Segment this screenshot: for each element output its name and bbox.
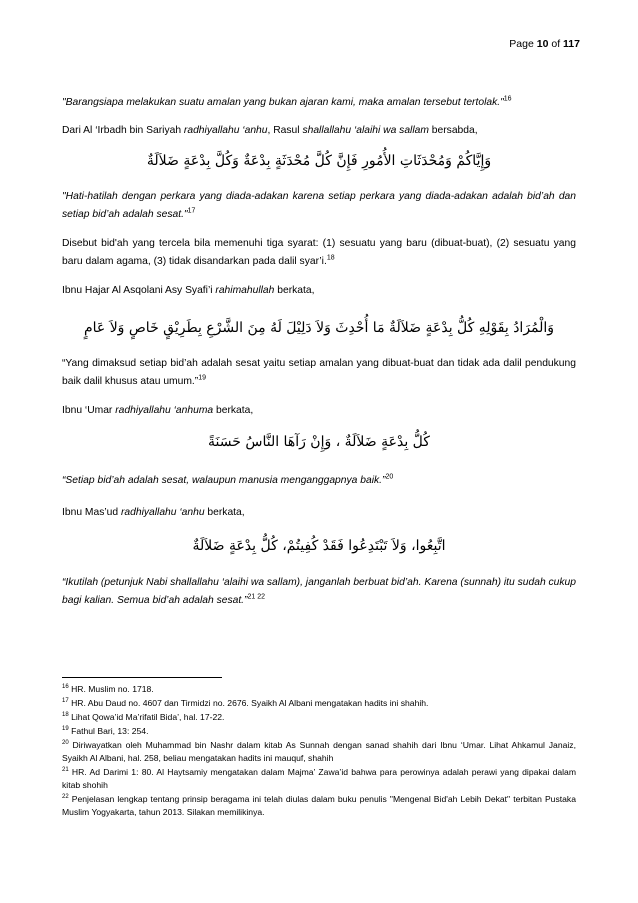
footnote-text: HR. Ad Darimi 1: 80. Al Haytsamiy mengatakan dalam Majma’ Zawa’id bahwa para perowinya adalah perawi yang dipakai dalam kitab shohih (62, 767, 576, 790)
paragraph-9 (62, 504, 576, 522)
footnote-ref[interactable]: 16 (503, 95, 512, 103)
footnote-number: 20 (62, 740, 69, 747)
footnote-21 (62, 766, 576, 792)
footnote-separator (62, 677, 222, 678)
paragraph-7 (62, 402, 576, 420)
quote-text: “Ikutilah (petunjuk Nabi shallallahu ‘alaihi wa sallam), janganlah berbuat bid’ah. Karena (sunnah) itu sudah cukup bagi kalian. Semua bid’ah adalah sesat.” (62, 577, 577, 606)
footnote-number: 16 (62, 684, 69, 691)
italic-span: rahimahullah (215, 285, 275, 296)
footnote-number: 17 (62, 698, 69, 705)
text-span: Disebut bid'ah yang tercela bila memenuhi tiga syarat: (1) sesuatu yang baru (dibuat-buat), (2) sesuatu yang baru dalam agama, (3) tidak disandarkan pada dalil syar’i. (62, 238, 576, 267)
footnote-ref[interactable]: 18 (326, 254, 335, 262)
quote-text: "Hati-hatilah dengan perkara yang diada-adakan karena setiap perkara yang diada-adakan adalah bid’ah dan setiap bid’ah adalah sesat." (62, 191, 576, 220)
footnote-18 (62, 711, 576, 724)
footnote-17 (62, 697, 576, 710)
footnote-text: Penjelasan lengkap tentang prinsip beragama ini telah diulas dalam buku penulis "Mengenal Bid'ah Lebih Dekat" terbitan Pustaka Muslim Yogyakarta, tahun 2013. Silakan memilikinya. (62, 794, 576, 817)
footnote-text: Diriwayatkan oleh Muhammad bin Nashr dalam kitab As Sunnah dengan sanad shahih dari Ibnu ‘Umar. Lihat Ahkamul Janaiz, Syaikh Al Albani, hal. 258, beliau mengatakan hadits ini mauquf, shahih (62, 740, 576, 763)
text-span: berkata, (274, 285, 315, 296)
footnote-number: 18 (62, 712, 69, 719)
page-header (509, 38, 580, 50)
footnote-ref[interactable]: 21 22 (247, 593, 265, 601)
text-span: berkata, (204, 507, 245, 518)
text-span: Dari Al ‘Irbadh bin Sariyah (62, 125, 184, 136)
footnote-number: 22 (62, 794, 69, 801)
footnote-20 (62, 739, 576, 765)
footnote-number: 21 (62, 767, 69, 774)
quote-paragraph-10 (62, 574, 576, 610)
footnote-ref[interactable]: 19 (198, 374, 207, 382)
arabic-text-2: وَالْمُرَادُ بِقَوْلِهِ كُلُّ بِدْعَةٍ ضَلاَلَةٌ مَا أُحْدِثَ وَلاَ دَلِيْلَ لَهُ مِنَ الشَّرْعِ بِطَرِيْقٍ خَاصٍ وَلاَ عَامٍ (83, 320, 555, 336)
footnote-text: Lihat Qowa’id Ma’rifatil Bida’, hal. 17-22. (68, 712, 225, 722)
text-span: Ibnu Mas’ud (62, 507, 121, 518)
page-label: Page (509, 38, 534, 50)
quote-text: “Yang dimaksud setiap bid’ah adalah sesat yaitu setiap amalan yang dibuat-buat dan tidak ada dalil pendukung baik dalil khusus atau umum.” (62, 358, 576, 387)
page-total: 117 (563, 38, 580, 50)
arabic-text-1: وَإِيَّاكُمْ وَمُحْدَثَاتِ الأُمُورِ فَإِنَّ كُلَّ مُحْدَثَةٍ بِدْعَةٌ وَكُلَّ بِدْعَةٍ ضَلاَلَةٌ (146, 153, 492, 169)
footnote-19 (62, 725, 576, 738)
text-span: , Rasul (267, 125, 303, 136)
quote-text: “Setiap bid’ah adalah sesat, walaupun manusia menganggapnya baik.” (62, 475, 386, 486)
of-label: of (551, 38, 561, 50)
paragraph-5 (62, 282, 576, 300)
footnote-text: HR. Muslim no. 1718. (68, 684, 154, 694)
footnote-ref[interactable]: 17 (187, 207, 196, 215)
text-span: Ibnu ‘Umar (62, 405, 116, 416)
footnote-text: HR. Abu Daud no. 4607 dan Tirmidzi no. 2676. Syaikh Al Albani mengatakan hadits ini shahih. (68, 698, 429, 708)
quote-paragraph-1 (62, 94, 576, 112)
quote-paragraph-6 (62, 355, 576, 391)
italic-span: radhiyallahu ‘anhu (183, 125, 268, 136)
text-span: bersabda, (428, 125, 478, 136)
footnote-text: Fathul Bari, 13: 254. (68, 726, 149, 736)
italic-span: shallallahu ‘alaihi wa sallam (302, 125, 429, 136)
italic-span: radhiyallahu ‘anhu (120, 507, 205, 518)
quote-paragraph-8 (62, 472, 576, 490)
paragraph-4 (62, 235, 576, 271)
quote-text: "Barangsiapa melakukan suatu amalan yang bukan ajaran kami, maka amalan tersebut tertolak." (62, 97, 504, 108)
quote-paragraph-3 (62, 188, 576, 224)
footnote-22 (62, 793, 576, 819)
footnote-number: 19 (62, 726, 69, 733)
footnote-16 (62, 683, 576, 696)
paragraph-2 (62, 122, 576, 140)
text-span: berkata, (213, 405, 254, 416)
arabic-text-3: كُلُّ بِدْعَةٍ ضَلاَلَةٌ ، وَإِنْ رَآهَا النَّاسُ حَسَنَةً (208, 434, 430, 450)
footnote-ref[interactable]: 20 (385, 473, 394, 481)
arabic-text-4: اتَّبِعُوا، وَلاَ تَبْتَدِعُوا فَقَدْ كُفِيتُمْ، كُلُّ بِدْعَةٍ ضَلاَلَةٌ (192, 538, 446, 554)
text-span: Ibnu Hajar Al Asqolani Asy Syafi’i (62, 285, 216, 296)
page-number: 10 (536, 38, 549, 50)
italic-span: radhiyallahu ‘anhuma (115, 405, 214, 416)
